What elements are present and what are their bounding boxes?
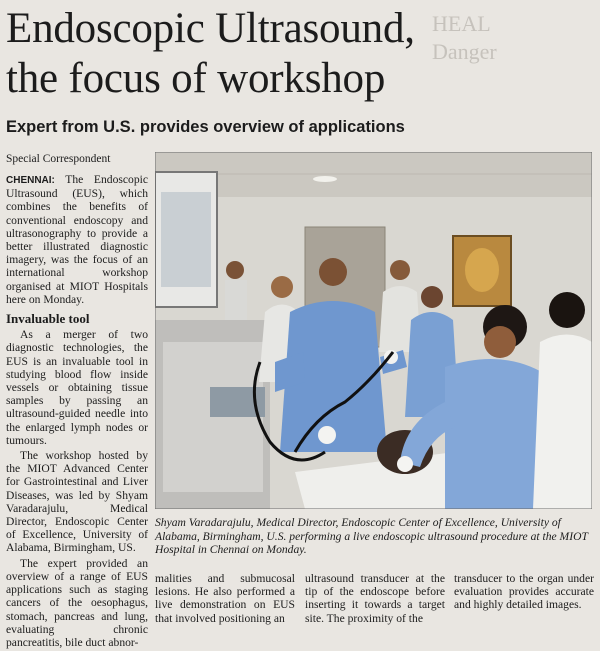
photo-caption: Shyam Varadarajulu, Medical Director, Endoscopic Center of Excellence, University of Alabama, Birmingham, U.S. performing a live endoscopic ultrasound procedure at the MIOT Hospital in Chennai on Monday. — [155, 516, 588, 557]
body-paragraph-4: The expert provided an overview of a range of EUS applications such as staging cancers of the oesophagus, stomach, pancreas and lung, evaluating chronic pancreatitis, bile duct abnor- — [6, 556, 148, 649]
section-heading: Invaluable tool — [6, 311, 90, 327]
procedure-photo-illustration — [155, 152, 592, 509]
headline — [6, 4, 476, 104]
byline: Special Correspondent — [6, 153, 111, 165]
body-column-2: malities and submucosal lesions. He also performed a live demonstration on EUS that involved positioning an — [155, 572, 295, 625]
body-column-3: ultrasound transducer at the tip of the endoscope before inserting it towards a target site. The proximity of the — [305, 572, 445, 625]
adjacent-headline-1: HEAL — [432, 11, 491, 36]
lead-paragraph — [6, 173, 148, 306]
adjacent-headline-2: Danger — [432, 39, 497, 64]
body-paragraph-2: As a merger of two diagnostic technologies, the EUS is an invaluable tool in studying blood flow inside vessels or obtaining tissue samples by passing an ultrasound-guided needle into the enlarged lymph nodes or tumours. — [6, 328, 148, 447]
subheadline: Expert from U.S. provides overview of applications — [6, 118, 405, 136]
body-column-1 — [6, 173, 148, 651]
dateline: CHENNAI: — [6, 175, 55, 186]
lead-text: The Endoscopic Ultrasound (EUS), which combines the benefits of conventional endoscopy and ultrasonography to provide a better illustrated diagnostic imagery, was the focus of an international workshop organised at MIOT Hospitals here on Monday. — [6, 173, 148, 306]
headline-line-1: Endoscopic Ultrasound, — [6, 5, 415, 52]
headline-line-2: the focus of workshop — [6, 55, 386, 102]
body-column-4: transducer to the organ under evaluation provides accurate and highly detailed images. — [454, 572, 594, 612]
news-photo — [155, 152, 592, 509]
body-paragraph-3: The workshop hosted by the MIOT Advanced Center for Gastrointestinal and Liver Diseases, was led by Shyam Varadarajulu, Medical Director, Endoscopic Center of Excellence, University of Alabama, Birmingham, US. — [6, 449, 148, 555]
